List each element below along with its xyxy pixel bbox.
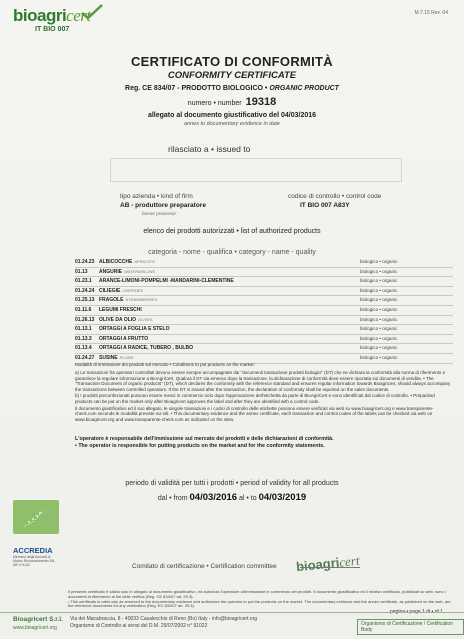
- logo-code: IT BIO 007: [35, 26, 70, 33]
- product-name: LEGUMI FRESCHI: [99, 306, 142, 313]
- product-name: ALBICOCCHE APRICOTS: [99, 259, 155, 265]
- product-name: ORTAGGI A FOGLIA E STELO: [99, 326, 170, 333]
- certificate-number: 19318: [245, 96, 277, 108]
- product-quality: biologico • organic: [360, 268, 398, 274]
- table-row: [75, 325, 453, 335]
- annex-line-english: annex to documentary evidence in date: [183, 121, 280, 127]
- document-revision: M.7.15 Rev. 04: [414, 10, 448, 16]
- control-code-value: IT BIO 007 A83Y: [300, 202, 350, 209]
- product-name: OLIVE DA OLIO OLIVES: [99, 316, 153, 323]
- validity-dates: dal • from 04/03/2016 al • to 04/03/2019: [157, 492, 307, 503]
- footer-company: Bioagricert S.r.l.: [13, 616, 63, 623]
- annex-date: 04/03/2016: [280, 112, 317, 119]
- firm-kind-english: farmer processor: [142, 211, 177, 216]
- footer-body-label: Organismo di Certificazione / Certification Body: [357, 619, 464, 635]
- signature-stamp: bioagricert: [295, 552, 361, 575]
- product-name: ANGURIE WATERMELONS: [99, 268, 156, 275]
- product-quality: biologico • organic: [360, 306, 398, 312]
- product-name: CILIEGIE CHERRIES: [99, 287, 144, 294]
- product-code: 01.13.4: [75, 345, 92, 352]
- product-quality: biologico • organic: [360, 326, 398, 332]
- table-row: [75, 344, 453, 354]
- product-name: ORTAGGI A FRUTTO: [99, 335, 149, 342]
- product-quality: biologico • organic: [360, 278, 398, 284]
- certification-committee: Comitato di certificazione • Certification committee: [132, 563, 277, 570]
- product-code: 01.26.13: [75, 316, 95, 323]
- firm-kind-value: AB - produttore preparatore: [120, 202, 206, 209]
- product-name: ORTAGGI A RADICE, TUBERO , BULBO: [99, 345, 193, 352]
- operator-responsibility: L'operatore è responsabile dell'immissione sul mercato dei prodotti e delle dichiarazioni di conformità. • The operator is responsible for putting products on the market and for the conformity statements.: [75, 436, 334, 449]
- validity-to: 04/03/2019: [258, 492, 307, 503]
- product-code: 01.23.1: [75, 278, 92, 285]
- firm-kind-label: tipo azienda • kind of firm: [120, 193, 193, 200]
- product-code: 01.13.3: [75, 335, 92, 342]
- table-row: [75, 287, 453, 297]
- product-quality: biologico • organic: [360, 335, 398, 341]
- eu-leaf-icon: [13, 500, 59, 534]
- fine-print: Il presente certificato è valido solo in allegato al documento giustificativo, ed autorizza l'operatore all'immissione in commercio dei prodotti. Il documento giustificativo ed il relativo certificato, pubblicati su web, sono i documenti di riferimento ai fini delle verifica (Reg. CE 834/07 art. 29.3). • This certificate is valid only as annexed to the documentary evidence and authorizes the operator to put the products on the market. The documentary evidence and the annex certificate, as published on the web, are the reference documents for any verification (Reg. EC 834/07 art. 29.3).: [68, 589, 451, 609]
- validity-from: 04/03/2016: [189, 492, 238, 503]
- footer-website: www.bioagricert.org: [13, 625, 57, 631]
- product-quality: biologico • organic: [360, 259, 398, 264]
- accredia-logo: ACCREDIA Membro degli Accordi di Mutuo Riconoscimento EA, IAF e ILAC: [13, 546, 56, 567]
- product-quality: biologico • organic: [360, 345, 398, 351]
- footer: [0, 612, 464, 635]
- product-quality: biologico • organic: [360, 316, 398, 322]
- table-row: [75, 335, 453, 345]
- product-name: SUSINE PLUMS: [99, 354, 134, 361]
- checkmark-leaf-icon: [81, 4, 103, 20]
- issued-to-label: rilasciato a • issued to: [168, 144, 251, 154]
- footer-address: Via dei Macabraccia, 8 - 40033 Casalecchio di Reno (Bo) Italy - info@bioagricert.org Organismo di Controllo ai sensi del D.M. 29/07/2002 n° 91022: [70, 616, 258, 629]
- regulation-line: Reg. CE 834/07 - PRODOTTO BIOLOGICO • ORGANIC PRODUCT: [125, 85, 339, 92]
- table-row: [75, 296, 453, 306]
- title-english: CONFORMITY CERTIFICATE: [167, 70, 297, 81]
- products-table: [75, 258, 453, 364]
- page-number: pagina • page 1 di • of 1: [390, 609, 443, 615]
- annex-line: allegato al documento giustificativo del 04/03/2016: [147, 112, 317, 119]
- product-code: 01.24.27: [75, 354, 95, 361]
- product-name: FRAGOLE STRAWBERRIES: [99, 297, 158, 304]
- logo-wordmark: bioagricert: [13, 6, 91, 25]
- validity-period-label: periodo di validità per tutti i prodotti • period of validity for all products: [125, 480, 339, 487]
- conditions-heading: Modalità di immissione dei prodotti sul mercato • Conditions to put products on the market:: [75, 362, 255, 367]
- signature-line: [300, 567, 360, 568]
- product-quality: biologico • organic: [360, 354, 398, 360]
- product-code: 01.24.24: [75, 287, 95, 294]
- product-name: ARANCE-LIMONI-POMPELMI -MANDARINI-CLEMENTINE: [99, 278, 234, 285]
- table-row: [75, 306, 453, 316]
- product-quality: biologico • organic: [360, 297, 398, 303]
- eu-organic-logo: [13, 500, 59, 534]
- issued-to-field: [110, 158, 402, 182]
- control-code-label: codice di controllo • control code: [288, 193, 382, 200]
- bioagricert-logo: [13, 4, 133, 44]
- product-code: 01.13.1: [75, 326, 92, 333]
- products-column-header: categoria - nome - qualifica • category - name - quality: [148, 249, 316, 256]
- table-row: [75, 316, 453, 326]
- product-code: 01.13: [75, 268, 88, 275]
- table-row: [75, 277, 453, 287]
- product-code: 01.11.6: [75, 306, 92, 313]
- product-code: 01.24.23: [75, 259, 95, 265]
- table-row: [75, 268, 453, 278]
- authorized-products-heading: elenco dei prodotti autorizzati • list of authorized products: [143, 228, 321, 235]
- table-row: [75, 258, 453, 268]
- conditions-body: a) Le transazioni fra operatori controllati devono essere sempre accompagnate dai "documenti transazione prodotti biologici" (DT) che ne dichiara la conformità alla norma di riferimento e garantisce la regolare informazione a BioAgriCert. Qualora il DT sia emesso dopo la transazione, la dichiarazione di conformità deve essere riportata sui documenti di vendita. • The "Transaction Document of organic products" (DT), which declares the conformity with the reference standard and ensures regular information towards Bioagricert, should always accompany the transactions between controlled operators. If the DT is issued after the transaction, the declaration of conformity shall be reported on the sales documents. b) I prodotti preconfezionati possono essere messi in commercio solo dopo l'approvazione dell'etichetta da parte di BioAgriCert e sono identificati dal codice di controllo. • Prepacked products can be put on the market only after Bioagricert approves the label and after they are identified with a control code. Il documento giustificativo ed il suo allegato, le singole transazioni e i codici di controllo delle etichette possono essere verificati via web su www.bioagricert.org e www.transparente-check.com seconds le modalità previste sui siti. • This documentary evidence and the annex certificate, each transaction and control codes of the labels can be checked via web on www.bioagricert.org and www.transparente-check.com as indicated on the sites.: [75, 370, 451, 422]
- product-quality: biologico • organic: [360, 287, 398, 293]
- product-code: 01.25.13: [75, 297, 95, 304]
- title-italian: CERTIFICATO DI CONFORMITÀ: [130, 54, 333, 69]
- certificate-number-line: numero • number 19318: [187, 96, 277, 108]
